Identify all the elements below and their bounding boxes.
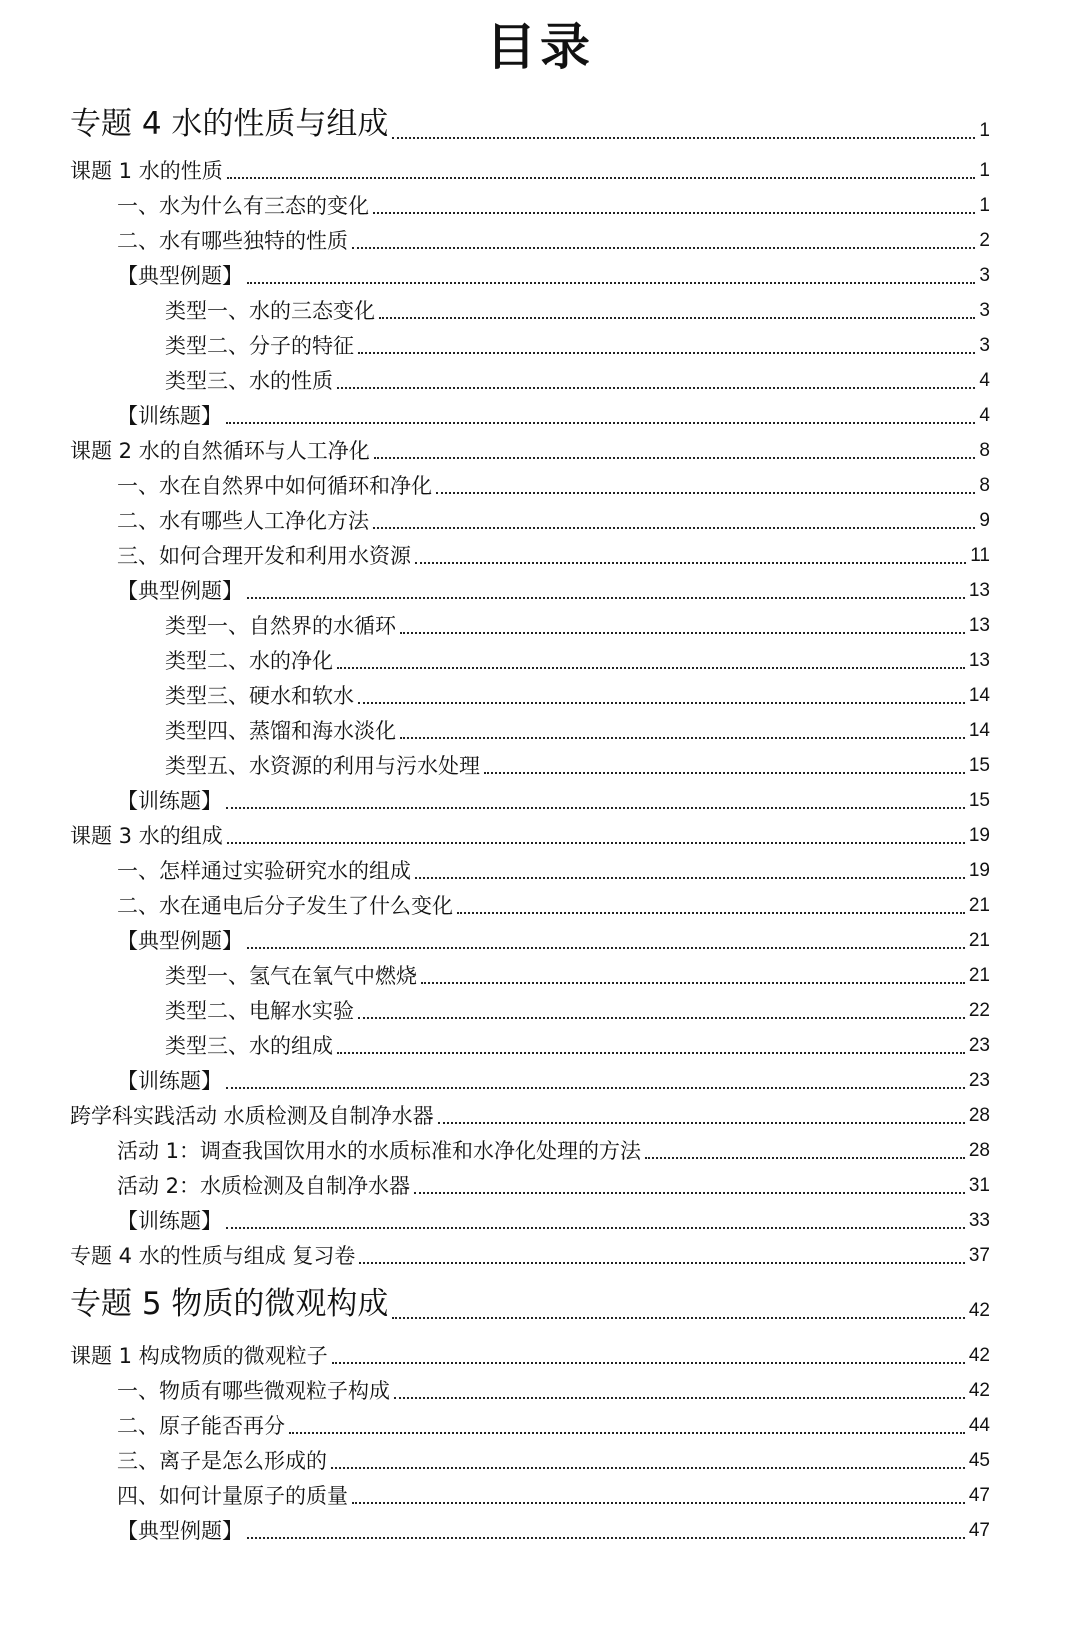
toc-page-number: 9: [979, 510, 990, 531]
toc-entry-title: 专题 5 物质的微观构成: [70, 1286, 389, 1322]
dot-leader: [415, 562, 966, 564]
toc-entry[interactable]: [0, 500, 1080, 536]
dot-leader: [645, 1157, 965, 1159]
toc-entry-title: 课题 1 水的性质: [70, 159, 223, 183]
dot-leader: [457, 912, 965, 914]
toc-page-number: 33: [968, 1210, 990, 1231]
toc-page-number: 13: [968, 580, 990, 601]
dot-leader: [373, 212, 975, 214]
dot-leader: [379, 317, 975, 319]
toc-chapter-entry[interactable]: [0, 100, 1080, 146]
toc-entry[interactable]: [0, 150, 1080, 186]
toc-entry-title: 类型一、氢气在氧气中燃烧: [165, 964, 417, 988]
toc-entry[interactable]: [0, 1060, 1080, 1096]
toc-entry-title: 二、原子能否再分: [117, 1414, 285, 1438]
toc-entry-title: 活动 2：水质检测及自制净水器: [117, 1174, 411, 1198]
toc-entry-title: 三、离子是怎么形成的: [117, 1449, 327, 1473]
toc-page-number: 31: [968, 1175, 990, 1196]
toc-entry-title: 类型二、分子的特征: [165, 334, 354, 358]
toc-entry-title: 一、水在自然界中如何循环和净化: [117, 474, 432, 498]
toc-page-number: 47: [968, 1520, 990, 1541]
toc-entry-title: 【典型例题】: [117, 264, 243, 288]
toc-page-number: 47: [968, 1485, 990, 1506]
toc-entry[interactable]: [0, 640, 1080, 676]
toc-entry-title: 【训练题】: [117, 1209, 222, 1233]
dot-leader: [421, 982, 965, 984]
toc-page-number: 15: [968, 755, 990, 776]
toc-chapter-entry[interactable]: [0, 1280, 1080, 1326]
toc-page-number: 13: [968, 615, 990, 636]
toc-page-number: 19: [968, 860, 990, 881]
dot-leader: [392, 137, 975, 139]
toc-page-number: 21: [968, 895, 990, 916]
dot-leader: [337, 1052, 965, 1054]
toc-page-number: 19: [968, 825, 990, 846]
toc-entry-title: 二、水有哪些独特的性质: [117, 229, 348, 253]
toc-page-number: 42: [968, 1345, 990, 1366]
toc-entry-title: 跨学科实践活动 水质检测及自制净水器: [70, 1104, 434, 1128]
toc-page-number: 1: [979, 195, 990, 216]
toc-entry[interactable]: [0, 1510, 1080, 1546]
page-title: 目录: [486, 18, 594, 76]
dot-leader: [400, 632, 965, 634]
toc-entry[interactable]: [0, 920, 1080, 956]
toc-entry-title: 二、水有哪些人工净化方法: [117, 509, 369, 533]
toc-entry-title: 【典型例题】: [117, 1519, 243, 1543]
toc-entry-title: 【训练题】: [117, 1069, 222, 1093]
toc-page-number: 14: [968, 685, 990, 706]
toc-page-number: 23: [968, 1070, 990, 1091]
dot-leader: [484, 772, 965, 774]
dot-leader: [394, 1397, 965, 1399]
toc-page-number: 2: [979, 230, 990, 251]
toc-entry[interactable]: [0, 1370, 1080, 1406]
toc-entry-title: 【训练题】: [117, 789, 222, 813]
toc-page-number: 28: [968, 1105, 990, 1126]
toc-entry-title: 课题 3 水的组成: [70, 824, 223, 848]
toc-page-number: 1: [979, 120, 990, 141]
toc-entry[interactable]: [0, 1095, 1080, 1131]
toc-page-number: 14: [968, 720, 990, 741]
toc-page-number: 37: [968, 1245, 990, 1266]
toc-page-number: 4: [979, 370, 990, 391]
toc-entry[interactable]: [0, 955, 1080, 991]
dot-leader: [332, 1362, 965, 1364]
toc-entry[interactable]: [0, 325, 1080, 361]
toc-entry-title: 课题 2 水的自然循环与人工净化: [70, 439, 370, 463]
dot-leader: [247, 947, 965, 949]
toc-entry-title: 专题 4 水的性质与组成: [70, 106, 389, 142]
toc-page-number: 21: [968, 930, 990, 951]
toc-entry-title: 类型五、水资源的利用与污水处理: [165, 754, 480, 778]
toc-entry[interactable]: [0, 850, 1080, 886]
toc-page-number: 28: [968, 1140, 990, 1161]
dot-leader: [247, 282, 975, 284]
toc-entry[interactable]: [0, 605, 1080, 641]
toc-entry-title: 类型二、水的净化: [165, 649, 333, 673]
toc-entry-title: 二、水在通电后分子发生了什么变化: [117, 894, 453, 918]
toc-page-number: 44: [968, 1415, 990, 1436]
toc-entry-title: 类型三、水的组成: [165, 1034, 333, 1058]
toc-page-number: 4: [979, 405, 990, 426]
toc-entry[interactable]: [0, 360, 1080, 396]
toc-entry[interactable]: [0, 1440, 1080, 1476]
toc-entry[interactable]: [0, 885, 1080, 921]
toc-entry[interactable]: [0, 1475, 1080, 1511]
toc-entry-title: 【典型例题】: [117, 579, 243, 603]
toc-entry-title: 类型三、硬水和软水: [165, 684, 354, 708]
dot-leader: [352, 247, 975, 249]
toc-entry-title: 类型四、蒸馏和海水淡化: [165, 719, 396, 743]
toc-entry[interactable]: [0, 1200, 1080, 1236]
toc-entry-title: 课题 1 构成物质的微观粒子: [70, 1344, 328, 1368]
dot-leader: [374, 457, 976, 459]
dot-leader: [438, 1122, 965, 1124]
toc-entry-title: 三、如何合理开发和利用水资源: [117, 544, 411, 568]
toc-entry[interactable]: [0, 220, 1080, 256]
toc-page-number: 15: [968, 790, 990, 811]
dot-leader: [337, 387, 975, 389]
toc-entry[interactable]: [0, 430, 1080, 466]
dot-leader: [289, 1432, 965, 1434]
dot-leader: [358, 352, 975, 354]
dot-leader: [414, 1192, 965, 1194]
toc-entry[interactable]: [0, 1235, 1080, 1271]
dot-leader: [415, 877, 965, 879]
toc-entry[interactable]: [0, 745, 1080, 781]
toc-entry[interactable]: [0, 1165, 1080, 1201]
toc-page-number: 45: [968, 1450, 990, 1471]
dot-leader: [226, 807, 965, 809]
toc-entry[interactable]: [0, 1335, 1080, 1371]
toc-entry-title: 活动 1：调查我国饮用水的水质标准和水净化处理的方法: [117, 1139, 642, 1163]
toc-page-number: 13: [968, 650, 990, 671]
dot-leader: [247, 1537, 965, 1539]
toc-entry[interactable]: [0, 255, 1080, 291]
dot-leader: [436, 492, 975, 494]
toc-page-number: 3: [979, 335, 990, 356]
dot-leader: [227, 177, 976, 179]
toc-page-number: 1: [979, 160, 990, 181]
dot-leader: [226, 1087, 965, 1089]
toc-entry[interactable]: [0, 990, 1080, 1026]
dot-leader: [226, 422, 975, 424]
dot-leader: [226, 1227, 965, 1229]
toc-page-number: 8: [979, 440, 990, 461]
dot-leader: [373, 527, 975, 529]
toc-entry-title: 类型三、水的性质: [165, 369, 333, 393]
toc-entry[interactable]: [0, 710, 1080, 746]
toc-entry-title: 专题 4 水的性质与组成 复习卷: [70, 1244, 356, 1268]
toc-entry-title: 类型一、水的三态变化: [165, 299, 375, 323]
toc-entry[interactable]: [0, 395, 1080, 431]
dot-leader: [358, 702, 965, 704]
dot-leader: [358, 1017, 965, 1019]
toc-page-number: 22: [968, 1000, 990, 1021]
toc-entry-title: 一、物质有哪些微观粒子构成: [117, 1379, 390, 1403]
toc-entry-title: 类型一、自然界的水循环: [165, 614, 396, 638]
dot-leader: [337, 667, 965, 669]
toc-entry[interactable]: [0, 185, 1080, 221]
toc-entry[interactable]: [0, 815, 1080, 851]
toc-entry-title: 【训练题】: [117, 404, 222, 428]
toc-entry[interactable]: [0, 290, 1080, 326]
dot-leader: [392, 1317, 964, 1319]
toc-entry[interactable]: [0, 1130, 1080, 1166]
toc-entry[interactable]: [0, 1025, 1080, 1061]
toc-entry[interactable]: [0, 780, 1080, 816]
dot-leader: [400, 737, 965, 739]
dot-leader: [359, 1262, 964, 1264]
toc-page-number: 8: [979, 475, 990, 496]
toc-entry-title: 一、怎样通过实验研究水的组成: [117, 859, 411, 883]
toc-page-number: 3: [979, 300, 990, 321]
dot-leader: [331, 1467, 965, 1469]
toc-page-number: 23: [968, 1035, 990, 1056]
toc-page-number: 42: [968, 1380, 990, 1401]
toc-entry[interactable]: [0, 570, 1080, 606]
toc-page-number: 3: [979, 265, 990, 286]
toc-entry-title: 类型二、电解水实验: [165, 999, 354, 1023]
toc-entry[interactable]: [0, 535, 1080, 571]
dot-leader: [247, 597, 965, 599]
toc-entry[interactable]: [0, 465, 1080, 501]
toc-entry[interactable]: [0, 1405, 1080, 1441]
toc-entry-title: 四、如何计量原子的质量: [117, 1484, 348, 1508]
dot-leader: [352, 1502, 965, 1504]
toc-page-number: 11: [970, 545, 990, 566]
toc-entry-title: 一、水为什么有三态的变化: [117, 194, 369, 218]
toc-entry[interactable]: [0, 675, 1080, 711]
dot-leader: [227, 842, 965, 844]
toc-entry-title: 【典型例题】: [117, 929, 243, 953]
toc-page-number: 42: [968, 1300, 990, 1321]
toc-page-number: 21: [968, 965, 990, 986]
